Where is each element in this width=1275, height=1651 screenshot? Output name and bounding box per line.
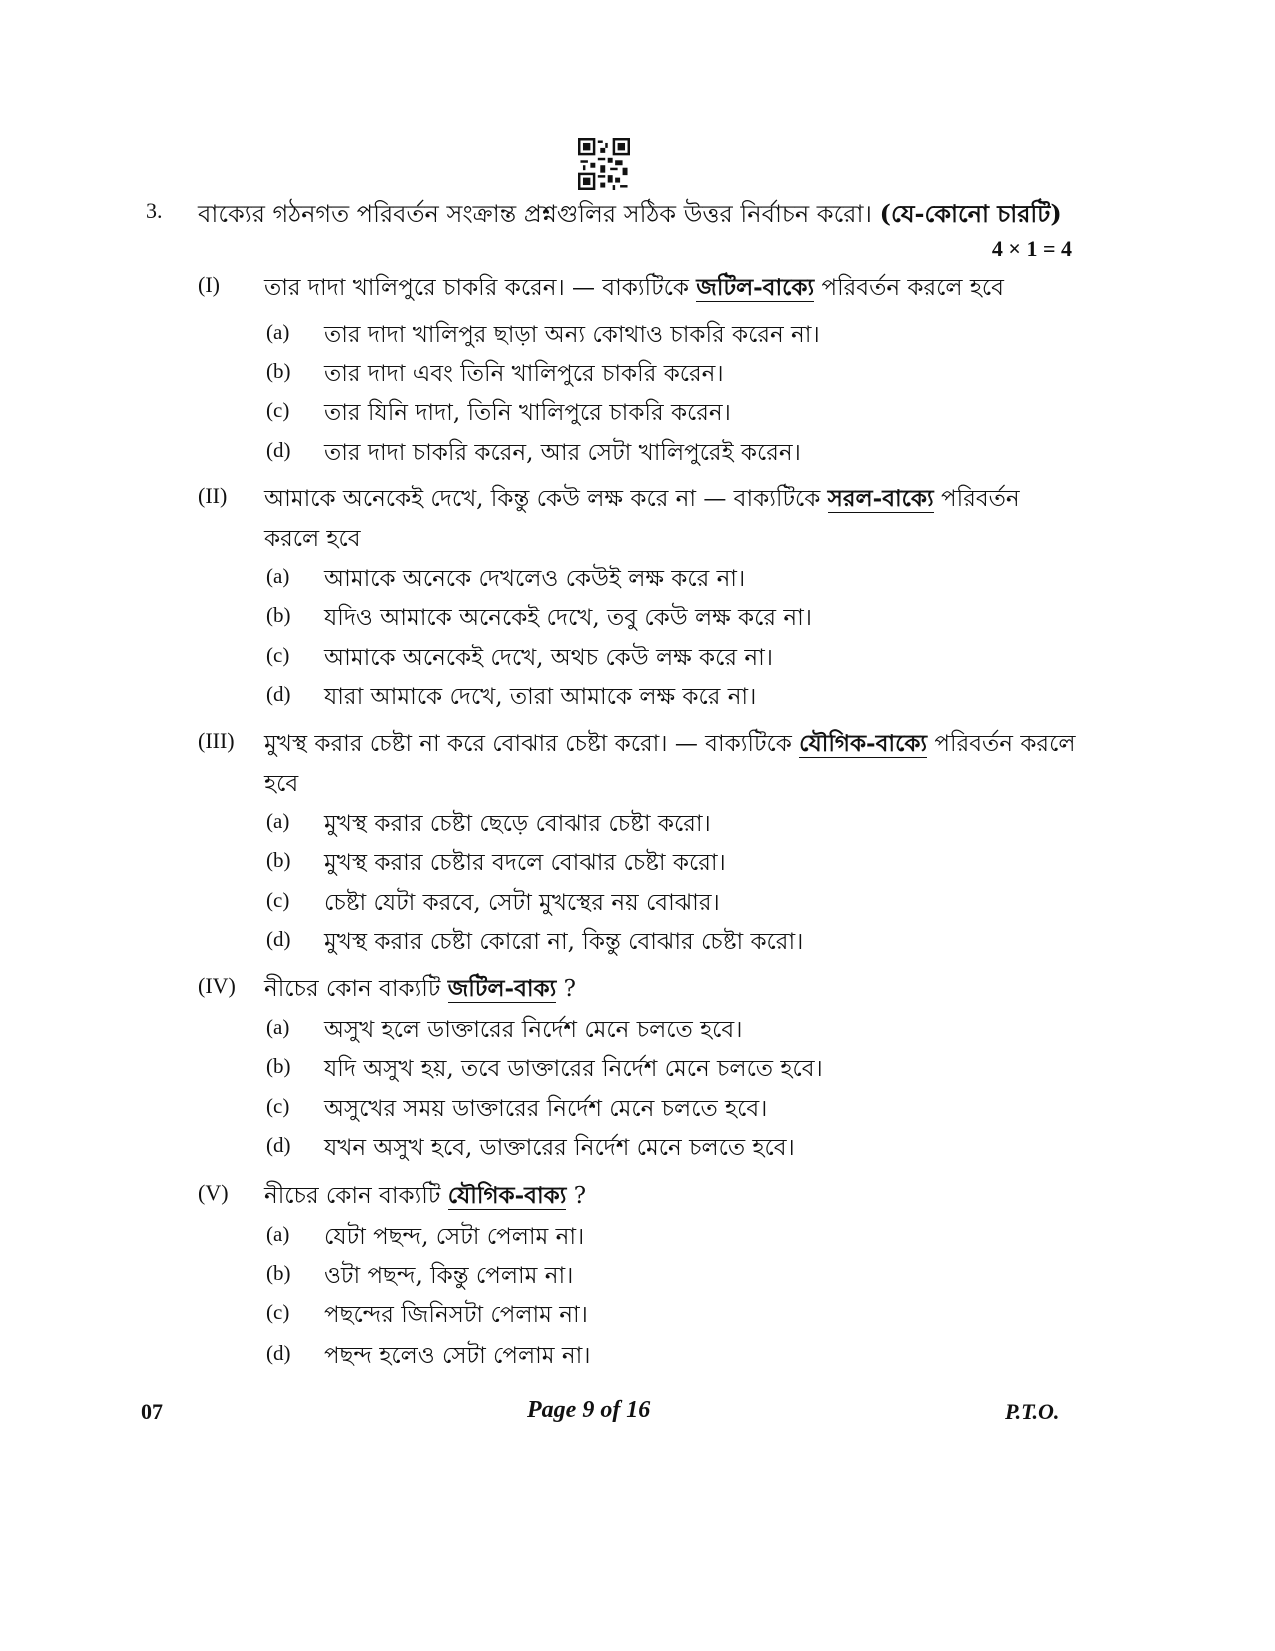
option-label: (c): [266, 643, 290, 667]
question-number: 3.: [146, 198, 163, 223]
option-label: (a): [266, 809, 290, 833]
stem-term: যৌগিক-বাক্যে: [799, 730, 928, 757]
subquestion-stem: [264, 1176, 1078, 1216]
option-text: তার দাদা খালিপুর ছাড়া অন্য কোথাও চাকরি করেন না।: [324, 322, 820, 348]
option-text: যারা আমাকে দেখে, তারা আমাকে লক্ষ করে না।: [324, 684, 757, 710]
subquestion-stem: [264, 268, 1078, 308]
subquestion-stem: [264, 969, 1078, 1009]
question-instruction: বাক্যের গঠনগত পরিবর্তন সংক্রান্ত প্রশ্নগুলির সঠিক উত্তর নির্বাচন করো।: [198, 200, 880, 228]
option-text: তার যিনি দাদা, তিনি খালিপুরে চাকরি করেন।: [324, 400, 731, 426]
question-choice-note: (যে-কোনো চারটি): [879, 199, 1062, 228]
option-text: যখন অসুখ হবে, ডাক্তারের নির্দেশ মেনে চলতে হবে।: [324, 1135, 795, 1161]
option-label: (a): [266, 1222, 290, 1246]
option-text: যদিও আমাকে অনেকেই দেখে, তবু কেউ লক্ষ করে না।: [324, 605, 812, 631]
subquestion-number: (III): [198, 728, 235, 753]
option-text: আমাকে অনেকেই দেখে, অথচ কেউ লক্ষ করে না।: [324, 645, 773, 671]
stem-text-after: পরিবর্তন করলে হবে: [814, 275, 1004, 301]
option-label: (b): [266, 359, 291, 383]
option-label: (b): [266, 603, 291, 627]
option-text: ওটা পছন্দ, কিন্তু পেলাম না।: [324, 1263, 574, 1289]
option-label: (c): [266, 1300, 290, 1324]
option-text: যদি অসুখ হয়, তবে ডাক্তারের নির্দেশ মেনে চলতে হবে।: [324, 1056, 823, 1082]
question-marks: 4 × 1 = 4: [991, 236, 1072, 261]
stem-text: আমাকে অনেকেই দেখে, কিন্তু কেউ লক্ষ করে না — বাক্যটিকে: [264, 486, 828, 512]
stem-text: তার দাদা খালিপুরে চাকরি করেন। — বাক্যটিকে: [264, 275, 697, 301]
option-text: পছন্দ হলেও সেটা পেলাম না।: [324, 1343, 591, 1369]
page-number: Page 9 of 16: [527, 1397, 651, 1423]
question-text: [198, 194, 1074, 234]
option-text: মুখস্থ করার চেষ্টা ছেড়ে বোঝার চেষ্টা করো।: [324, 811, 711, 837]
option-text: চেষ্টা যেটা করবে, সেটা মুখস্থের নয় বোঝার।: [324, 890, 720, 916]
stem-text-after: পরিবর্তন করলে হবে: [264, 731, 1076, 797]
option-label: (a): [266, 320, 290, 344]
option-label: (a): [266, 564, 290, 588]
option-text: আমাকে অনেকে দেখলেও কেউই লক্ষ করে না।: [324, 566, 746, 592]
subquestion-number: (II): [198, 483, 228, 508]
stem-text: নীচের কোন বাক্যটি: [264, 976, 448, 1002]
option-label: (c): [266, 398, 290, 422]
subquestion-stem: [264, 479, 1078, 559]
stem-term: জটিল-বাক্যে: [696, 274, 815, 301]
option-label: (d): [266, 682, 291, 706]
stem-term: যৌগিক-বাক্য: [447, 1182, 567, 1209]
option-label: (c): [266, 888, 290, 912]
pto-note: P.T.O.: [1005, 1399, 1060, 1424]
stem-term: সরল-বাক্যে: [827, 485, 934, 512]
option-text: মুখস্থ করার চেষ্টা কোরো না, কিন্তু বোঝার চেষ্টা করো।: [324, 929, 804, 955]
stem-term: জটিল-বাক্য: [447, 975, 557, 1002]
option-label: (a): [266, 1015, 290, 1039]
option-label: (d): [266, 1133, 291, 1157]
paper-code: 07: [141, 1399, 163, 1424]
option-label: (b): [266, 848, 291, 872]
subquestion-number: (IV): [198, 973, 236, 998]
qr-code-icon: [578, 138, 630, 190]
option-label: (b): [266, 1054, 291, 1078]
option-text: তার দাদা এবং তিনি খালিপুরে চাকরি করেন।: [324, 361, 724, 387]
option-label: (d): [266, 438, 291, 462]
stem-text-after: ?: [566, 1183, 587, 1209]
subquestion-number: (V): [198, 1180, 229, 1205]
option-label: (c): [266, 1094, 290, 1118]
subquestion-number: (I): [198, 272, 220, 297]
option-text: মুখস্থ করার চেষ্টার বদলে বোঝার চেষ্টা করো।: [324, 850, 726, 876]
subquestion-stem: [264, 724, 1078, 804]
option-text: পছন্দের জিনিসটা পেলাম না।: [324, 1302, 588, 1328]
option-label: (d): [266, 927, 291, 951]
option-text: অসুখের সময় ডাক্তারের নির্দেশ মেনে চলতে হবে।: [324, 1096, 768, 1122]
option-text: তার দাদা চাকরি করেন, আর সেটা খালিপুরেই করেন।: [324, 440, 801, 466]
stem-text: নীচের কোন বাক্যটি: [264, 1183, 448, 1209]
option-label: (b): [266, 1261, 291, 1285]
option-text: যেটা পছন্দ, সেটা পেলাম না।: [324, 1224, 585, 1250]
option-label: (d): [266, 1341, 291, 1365]
stem-text: মুখস্থ করার চেষ্টা না করে বোঝার চেষ্টা করো। — বাক্যটিকে: [264, 731, 800, 757]
stem-text-after: পরিবর্তন করলে হবে: [264, 486, 1020, 552]
stem-text-after: ?: [556, 976, 576, 1002]
option-text: অসুখ হলে ডাক্তারের নির্দেশ মেনে চলতে হবে।: [324, 1017, 743, 1043]
